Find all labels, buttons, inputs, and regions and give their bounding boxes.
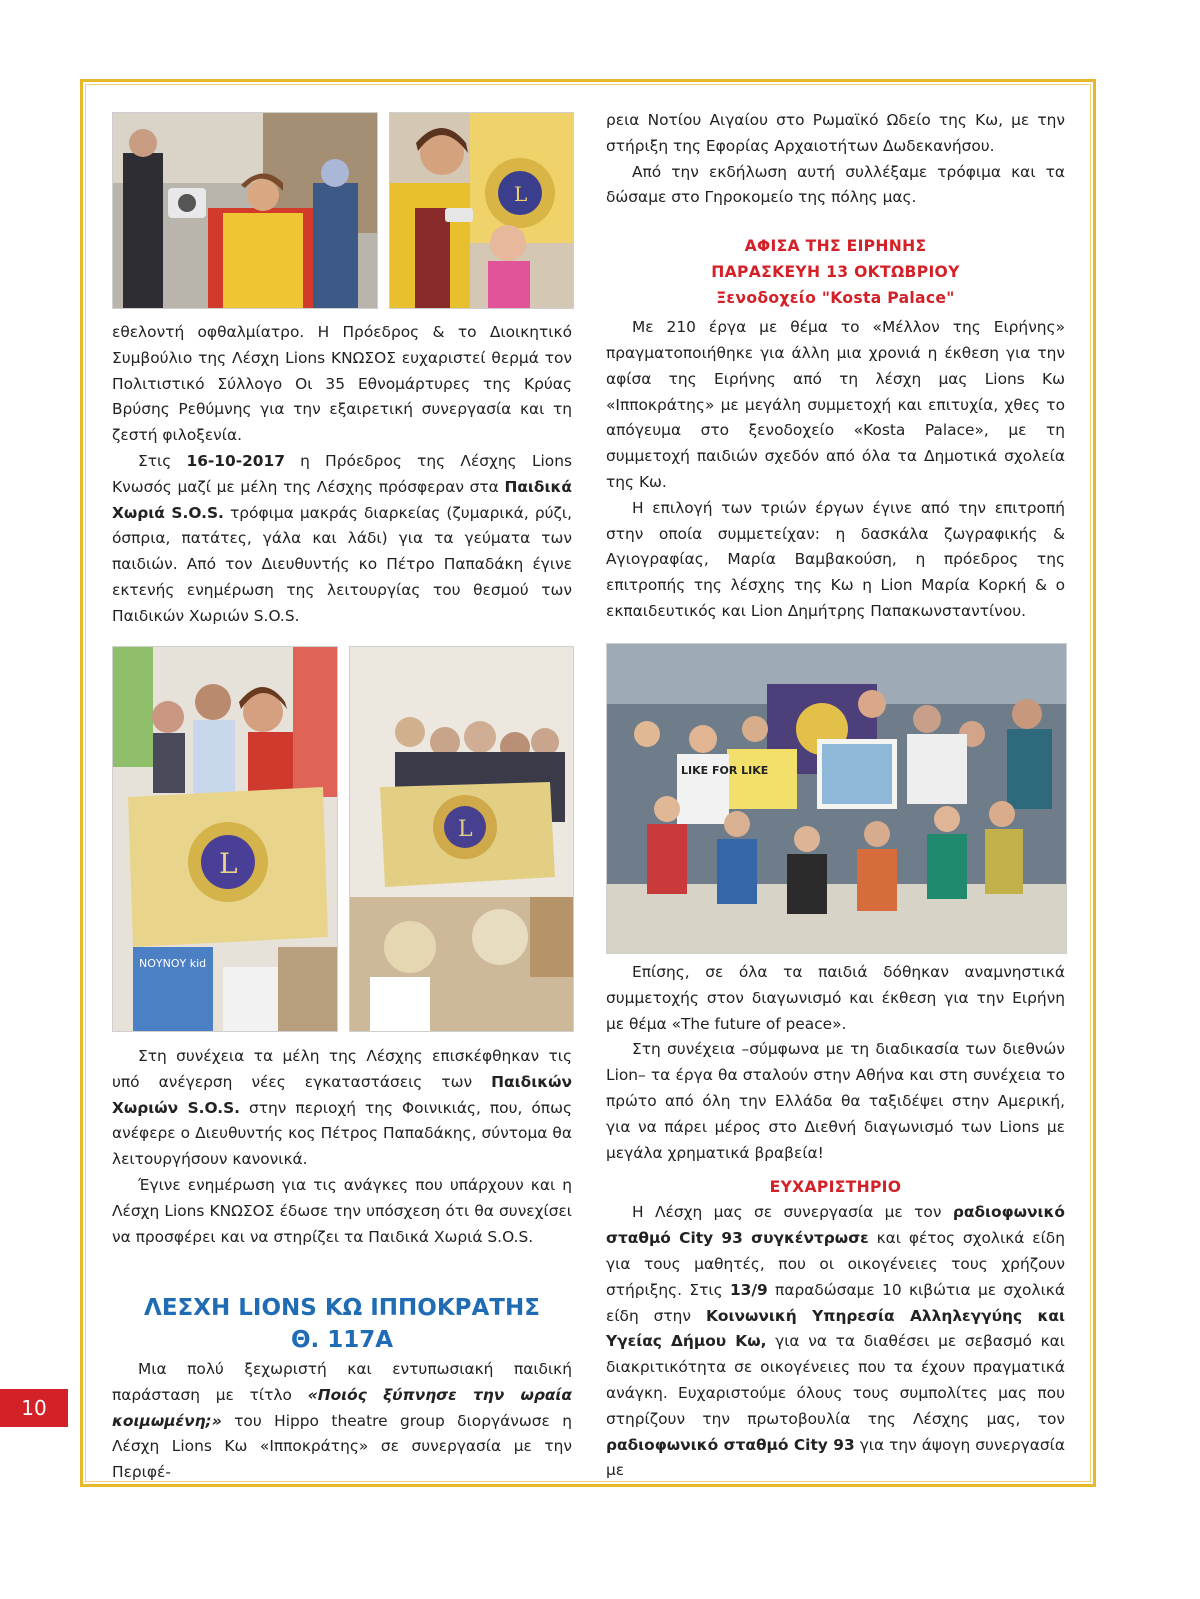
- text-run: η Πρόεδρος της Λέσχης Lions Κνωσός μαζί με μέλη της Λέσχης πρόσφεραν στα: [112, 451, 572, 496]
- svg-text:L: L: [219, 847, 238, 880]
- social-service-bold: Κοινωνική Υπηρεσία Αλληλεγγύης και Υγείας Δήμου Κω,: [606, 1306, 1065, 1351]
- left-paragraph-2: [112, 449, 572, 630]
- left-column-lower: [112, 1044, 572, 1250]
- text-run: στην περιοχή της Φοινικιάς, που, όπως ανέφερε ο Διευθυντής κος Πέτρος Παπαδάκης, σύντομα θα λειτουργήσουν κανονικά.: [112, 1098, 572, 1169]
- photo-group-food-donation: [349, 646, 574, 1032]
- page-number: 10: [0, 1389, 68, 1427]
- right-paragraph-6: Στη συνέχεια –σύμφωνα με τη διαδικασία των διεθνών Lion– τα έργα θα σταλούν στην Αθήνα και στη συνέχεια το πρώτο από όλη την Ελλάδα θα ταξιδέψει στην Αμερική, για να πάρει μέρος στο Διεθνή διαγωνισμό των Lions με μεγάλα χρηματικά βραβεία!: [606, 1040, 1065, 1162]
- right-paragraph-2: Από την εκδήλωση αυτή συλλέξαμε τρόφιμα και τα δώσαμε στο Γηροκομείο της πόλης μας.: [606, 162, 1065, 207]
- text-run: τρόφιμα μακράς διαρκείας (ζυμαρικά, ρύζι, όσπρια, πατάτες, γάλα και λάδι) για τα γεύματα των παιδιών. Από τον Διευθυντής κο Πέτρο Παπαδάκη έγινε εκτενής ενημέρωση της λειτουργίας του θεσμού των Παιδικών Χωριών S.O.S.: [112, 503, 572, 625]
- text-run: Στη συνέχεια τα μέλη της Λέσχης επισκέφθηκαν τις υπό ανέγερση νέες εγκαταστάσεις των: [112, 1047, 572, 1091]
- svg-text:L: L: [458, 817, 473, 842]
- right-paragraph-5: Επίσης, σε όλα τα παιδιά δόθηκαν αναμνηστικά συμμετοχής στον διαγωνισμό και έκθεση για την Ειρήνη με θέμα «The future of peace».: [606, 963, 1065, 1033]
- sos-bold: Παιδικά Χωριά S.O.S.: [112, 477, 572, 522]
- svg-text:L: L: [514, 182, 528, 206]
- text-run: Η Λέσχη μας σε συνεργασία με τον: [632, 1203, 953, 1222]
- photo-banner-presentation: [112, 646, 338, 1032]
- sos-bold: Παιδικών Χωριών S.O.S.: [112, 1072, 572, 1117]
- radio-bold: ραδιοφωνικό σταθμό City 93 συγκέντρωσε: [606, 1203, 1065, 1248]
- left-paragraph-1: εθελοντή οφθαλμίατρο. Η Πρόεδρος & το Διοικητικό Συμβούλιο της Λέσχη Lions ΚΝΩΣΟΣ ευχαριστεί θερμά τον Πολιτιστικό Σύλλογο Οι 35 Εθνομάρτυρες της Κρύας Βρύσης Ρεθύμνης για την εξαιρετική συνεργασία και τη ζεστή φιλοξενία.: [112, 323, 572, 445]
- right-paragraph-4: Η επιλογή των τριών έργων έγινε από την επιτροπή στην οποία συμμετείχαν: η δασκάλα ζωγραφικής & Αγιογραφίας, Μαρία Βαμβακούση, η πρόεδρος της επιτροπής της λέσχης της Κω η Lion Μαρία Κορκή & ο εκπαιδευτικός και Lion Δημήτρης Παπακωνσταντίνου.: [606, 498, 1065, 620]
- right-paragraph-1: ρεια Νοτίου Αιγαίου στο Ρωμαϊκό Ωδείο της Κω, με την στήριξη της Εφορίας Αρχαιοτήτων Δωδεκανήσου.: [606, 111, 1065, 155]
- heading-date: ΠΑΡΑΣΚΕΥΗ 13 ΟΚΤΩΒΡΙΟΥ: [711, 263, 960, 282]
- heading-line-1: ΛΕΣΧΗ LIONS ΚΩ ΙΠΠΟΚΡΑΤΗΣ: [144, 1295, 540, 1321]
- text-run: του Hippo theatre group διοργάνωσε η Λέσχη Lions Κω «Ιπποκράτης» σε συνεργασία με την Περιφέ-: [112, 1411, 572, 1482]
- text-run: για την άψογη συνεργασία με: [606, 1435, 1065, 1480]
- right-paragraph-3: Με 210 έργα με θέμα το «Μέλλον της Ειρήνης» πραγματοποιήθηκε για άλλη μια χρονιά η έκθεση για την αφίσα της Ειρήνης από τη λέσχη μας Lions Κω «Ιπποκράτης» με μεγάλη συμμετοχή και επιτυχία, χθες το απόγευμα στο ξενοδοχείο «Kosta Palace», με τη συμμετοχή παιδιών σχεδόν από όλα τα Δημοτικά σχολεία της Κω.: [606, 318, 1065, 491]
- section-heading-lions-kos: [112, 1292, 572, 1356]
- text-run: Στις: [138, 451, 187, 470]
- date-bold: 13/9: [729, 1280, 768, 1299]
- text-run: παραδώσαμε 10 κιβώτια με σχολικά είδη στην: [606, 1280, 1065, 1325]
- heading-peace-poster: ΑΦΙΣΑ ΤΗΣ ΕΙΡΗΝΗΣ: [744, 237, 927, 256]
- photo-peace-poster-children: [606, 643, 1067, 954]
- text-run: Μια πολύ ξεχωριστή και εντυπωσιακή παιδική παράσταση με τίτλο: [112, 1360, 572, 1404]
- text-run: για να τα διαθέσει με σεβασμό και διακριτικότητα σε οικογένειες που τα έχουν πραγματικά ανάγκη. Ευχαριστούμε όλους τους συμπολίτες μας που στηρίζουν την πρωτοβουλία της Λέσχης μας, τον: [606, 1332, 1065, 1428]
- right-column-lower: [606, 960, 1065, 1484]
- photo-shirt-text: LIKE FOR LIKE: [681, 764, 769, 777]
- photo-eye-screening: [112, 112, 378, 309]
- left-column-upper: [112, 320, 572, 630]
- left-column-bottom: [112, 1357, 572, 1486]
- left-paragraph-5: [112, 1357, 572, 1486]
- radio-bold: ραδιοφωνικό σταθμό City 93: [606, 1435, 855, 1454]
- date-bold: 16-10-2017: [186, 451, 285, 470]
- right-column-upper: [606, 108, 1065, 625]
- heading-hotel: Ξενοδοχείο "Kosta Palace": [716, 289, 955, 308]
- right-paragraph-7: [606, 1200, 1065, 1484]
- text-run: και φέτος σχολικά είδη για τους μαθητές, που οι οικογένειες τους χρήζουν στήριξης. Στις: [606, 1229, 1065, 1299]
- play-title: «Ποιός ξύπνησε την ωραία κοιμωμένη;»: [112, 1385, 572, 1430]
- photo-lions-child: [389, 112, 574, 309]
- heading-thanks: ΕΥΧΑΡΙΣΤΗΡΙΟ: [769, 1178, 902, 1197]
- heading-line-2: Θ. 117Α: [290, 1327, 394, 1353]
- left-paragraph-4: Έγινε ενημέρωση για τις ανάγκες που υπάρχουν και η Λέσχη Lions ΚΝΩΣΟΣ έδωσε την υπόσχεση ότι θα συνεχίσει να προσφέρει και να στηρίζει τα Παιδικά Χωριά S.O.S.: [112, 1175, 572, 1246]
- left-paragraph-3: [112, 1044, 572, 1173]
- photo-box-label: ΝΟΥΝΟΥ kid: [139, 957, 207, 970]
